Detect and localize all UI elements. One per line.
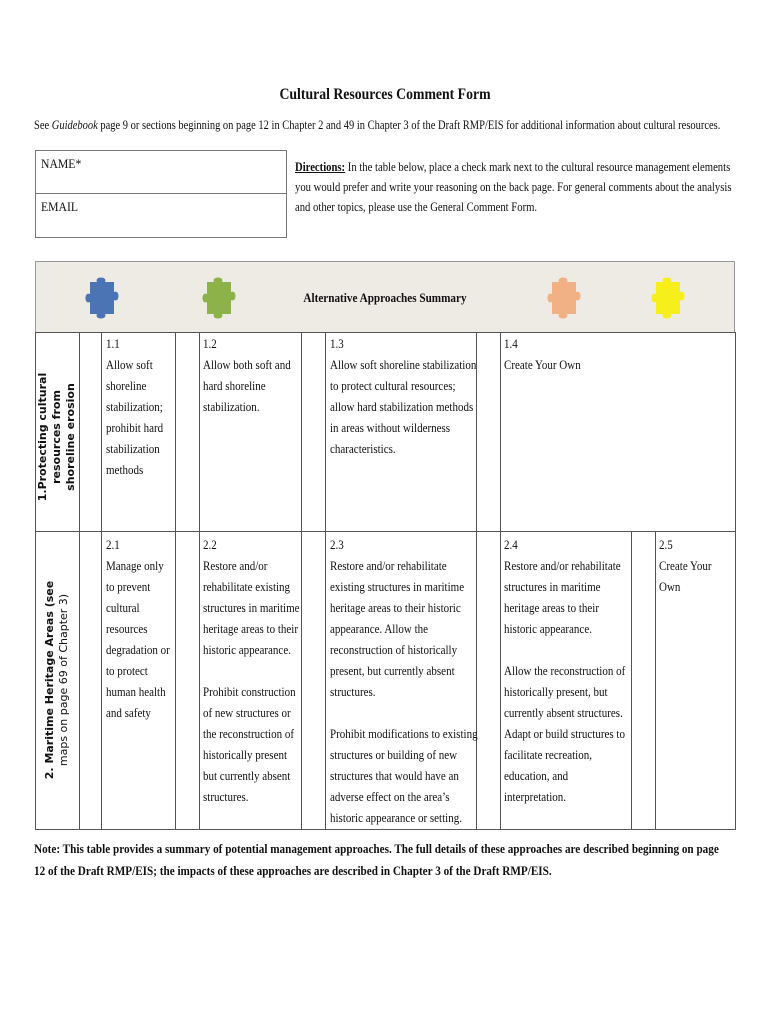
option-2-4-number: 2.4 xyxy=(504,538,518,552)
directions xyxy=(295,157,742,217)
option-1-3-text: Allow soft shoreline stabilization to protect cultural resources; allow hard stabilization methods in areas without wilderness characteristics. xyxy=(330,358,477,456)
option-1-1-number: 1.1 xyxy=(106,337,120,351)
option-2-3-text2: Prohibit modifications to existing structures or building of new structures that would have an adverse effect on the area’s historic appearance or setting. xyxy=(330,727,478,825)
checkbox-1-2[interactable] xyxy=(175,332,199,531)
contact-box xyxy=(35,150,287,238)
option-1-2-text: Allow both soft and hard shoreline stabilization. xyxy=(203,358,291,414)
checkbox-2-2[interactable] xyxy=(175,531,199,830)
option-2-2 xyxy=(203,535,302,808)
table-note: Note: This table provides a summary of potential management approaches. The full details of these approaches are described beginning on page 12 of the Draft RMP/EIS; the impacts of these approaches are described in Chapter 3 of the Draft RMP/EIS. xyxy=(34,841,719,878)
option-1-1 xyxy=(106,334,175,481)
row2-label-line2: maps on page 69 of Chapter 3) xyxy=(57,593,70,767)
checkbox-1-3[interactable] xyxy=(301,332,325,531)
option-1-3 xyxy=(330,334,478,460)
checkbox-1-4[interactable] xyxy=(476,332,500,531)
guidebook-reference: Guidebook xyxy=(51,118,98,132)
checkbox-2-3[interactable] xyxy=(301,531,325,830)
contact-divider xyxy=(36,193,286,194)
puzzle-piece-yellow-icon xyxy=(646,274,690,322)
option-1-4 xyxy=(504,334,662,376)
puzzle-piece-blue-icon xyxy=(80,274,124,322)
option-2-5-number: 2.5 xyxy=(659,538,673,552)
summary-title: Alternative Approaches Summary xyxy=(303,290,467,305)
option-1-4-number: 1.4 xyxy=(504,337,518,351)
checkbox-1-1[interactable] xyxy=(79,332,101,531)
option-2-2-text: Restore and/or rehabilitate existing structures in maritime heritage areas to their historic appearance. xyxy=(203,559,300,657)
option-2-1 xyxy=(106,535,175,724)
option-1-2 xyxy=(203,334,300,418)
option-2-4-text: Restore and/or rehabilitate structures in maritime heritage areas to their historic appearance. xyxy=(504,559,621,636)
option-2-3 xyxy=(330,535,478,829)
option-1-3-number: 1.3 xyxy=(330,337,344,351)
option-2-4-text2: Allow the reconstruction of historically present, but currently absent structures. Adapt or build structures to facilitate recreation, education, and interpretation. xyxy=(504,664,626,804)
row1-label-line1: 1.Protecting cultural xyxy=(36,372,49,502)
subtitle-suffix: page 9 or sections beginning on page 12 in Chapter 2 and 49 in Chapter 3 of the Draft RMP/EIS for additional information about cultural resources. xyxy=(97,118,721,132)
option-2-2-number: 2.2 xyxy=(203,538,217,552)
name-field[interactable]: NAME* xyxy=(41,156,82,171)
row-label-shoreline xyxy=(36,337,78,537)
email-field[interactable]: EMAIL xyxy=(41,199,79,214)
row2-label-line1: 2. Maritime Heritage Areas (see xyxy=(43,580,56,780)
option-2-4 xyxy=(504,535,631,808)
option-2-1-text: Manage only to prevent cultural resources degradation or to protect human health and safety xyxy=(106,559,170,720)
checkbox-2-5[interactable] xyxy=(631,531,655,830)
checkbox-2-4[interactable] xyxy=(476,531,500,830)
option-2-5 xyxy=(659,535,729,598)
directions-text: In the table below, place a check mark next to the cultural resource management elements you would prefer and write your reasoning on the back page. For general comments about the analysis and other topics, please use the General Comment Form. xyxy=(295,160,732,214)
option-1-1-text: Allow soft shoreline stabilization; prohibit hard stabilization methods xyxy=(106,358,164,477)
form-title: Cultural Resources Comment Form xyxy=(279,86,491,103)
option-1-4-text: Create Your Own xyxy=(504,358,581,372)
puzzle-piece-orange-icon xyxy=(542,274,586,322)
option-2-2-text2: Prohibit construction of new structures or the reconstruction of historically present but currently absent structures. xyxy=(203,685,296,804)
row1-label-line3: shoreline erosion xyxy=(64,383,77,491)
directions-label: Directions: xyxy=(295,160,346,174)
row-label-maritime xyxy=(43,530,71,830)
approaches-table xyxy=(35,332,735,830)
option-2-1-number: 2.1 xyxy=(106,538,120,552)
option-2-5-text: Create Your Own xyxy=(659,559,712,594)
option-2-3-number: 2.3 xyxy=(330,538,344,552)
row1-label-line2: resources from xyxy=(50,390,63,484)
puzzle-piece-green-icon xyxy=(197,274,241,322)
option-1-2-number: 1.2 xyxy=(203,337,217,351)
subtitle-prefix: See xyxy=(34,118,52,132)
form-subtitle xyxy=(34,118,720,133)
checkbox-2-1[interactable] xyxy=(79,531,101,830)
option-2-3-text: Restore and/or rehabilitate existing structures in maritime heritage areas to their historic appearance. Allow the reconstruction of historically present, but currently absent structures. xyxy=(330,559,465,699)
